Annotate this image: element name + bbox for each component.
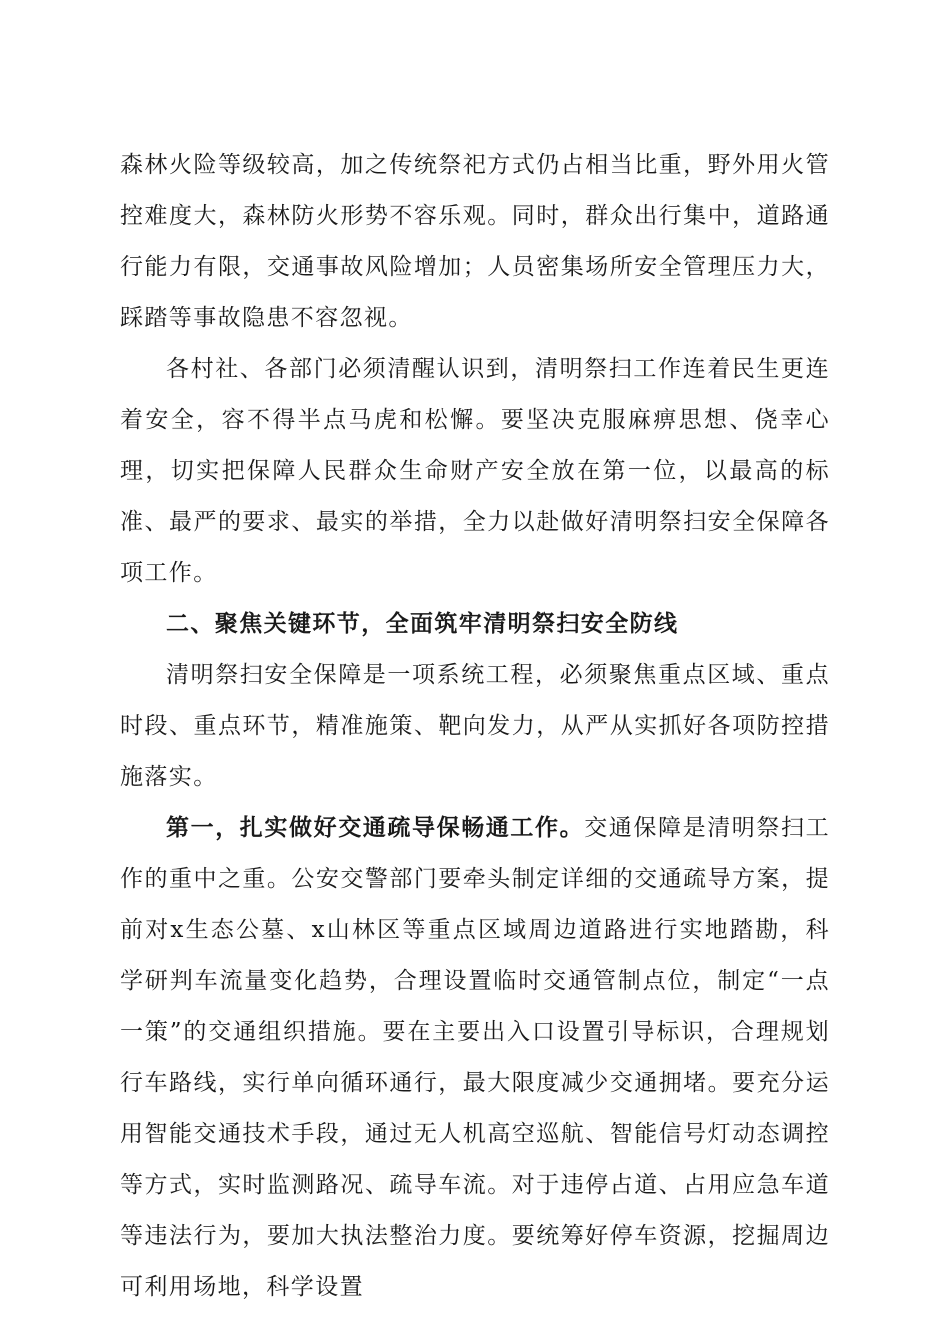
paragraph-section-intro: 清明祭扫安全保障是一项系统工程，必须聚焦重点区域、重点时段、重点环节，精准施策、靶向发力，从严从实抓好各项防控措施落实。 [120,662,830,790]
paragraph-continuation: 森林火险等级较高，加之传统祭祀方式仍占相当比重，野外用火管控难度大，森林防火形势不容乐观。同时，群众出行集中，道路通行能力有限，交通事故风险增加；人员密集场所安全管理压力大，踩踏等事故隐患不容忽视。 [120,152,830,331]
paragraph-traffic [120,803,830,1313]
section-heading: 二、聚焦关键环节，全面筑牢清明祭扫安全防线 [166,611,679,637]
paragraph-awareness: 各村社、各部门必须清醒认识到，清明祭扫工作连着民生更连着安全，容不得半点马虎和松懈。要坚决克服麻痹思想、侥幸心理，切实把保障人民群众生命财产安全放在第一位，以最高的标准、最严的要求、最实的举措，全力以赴做好清明祭扫安全保障各项工作。 [120,356,830,586]
paragraph-traffic-body: 交通保障是清明祭扫工作的重中之重。公安交警部门要牵头制定详细的交通疏导方案，提前对x生态公墓、x山林区等重点区域周边道路进行实地踏勘，科学研判车流量变化趋势，合理设置临时交通管制点位，制定“一点一策”的交通组织措施。要在主要出入口设置引导标识，合理规划行车路线，实行单向循环通行，最大限度减少交通拥堵。要充分运用智能交通技术手段，通过无人机高空巡航、智能信号灯动态调控等方式，实时监测路况、疏导车流。对于违停占道、占用应急车道等违法行为，要加大执法整治力度。要统筹好停车资源，挖掘周边可利用场地，科学设置 [120,815,830,1300]
paragraph-lead-sentence: 第一，扎实做好交通疏导保畅通工作。 [166,815,585,841]
document-page [120,140,830,1313]
